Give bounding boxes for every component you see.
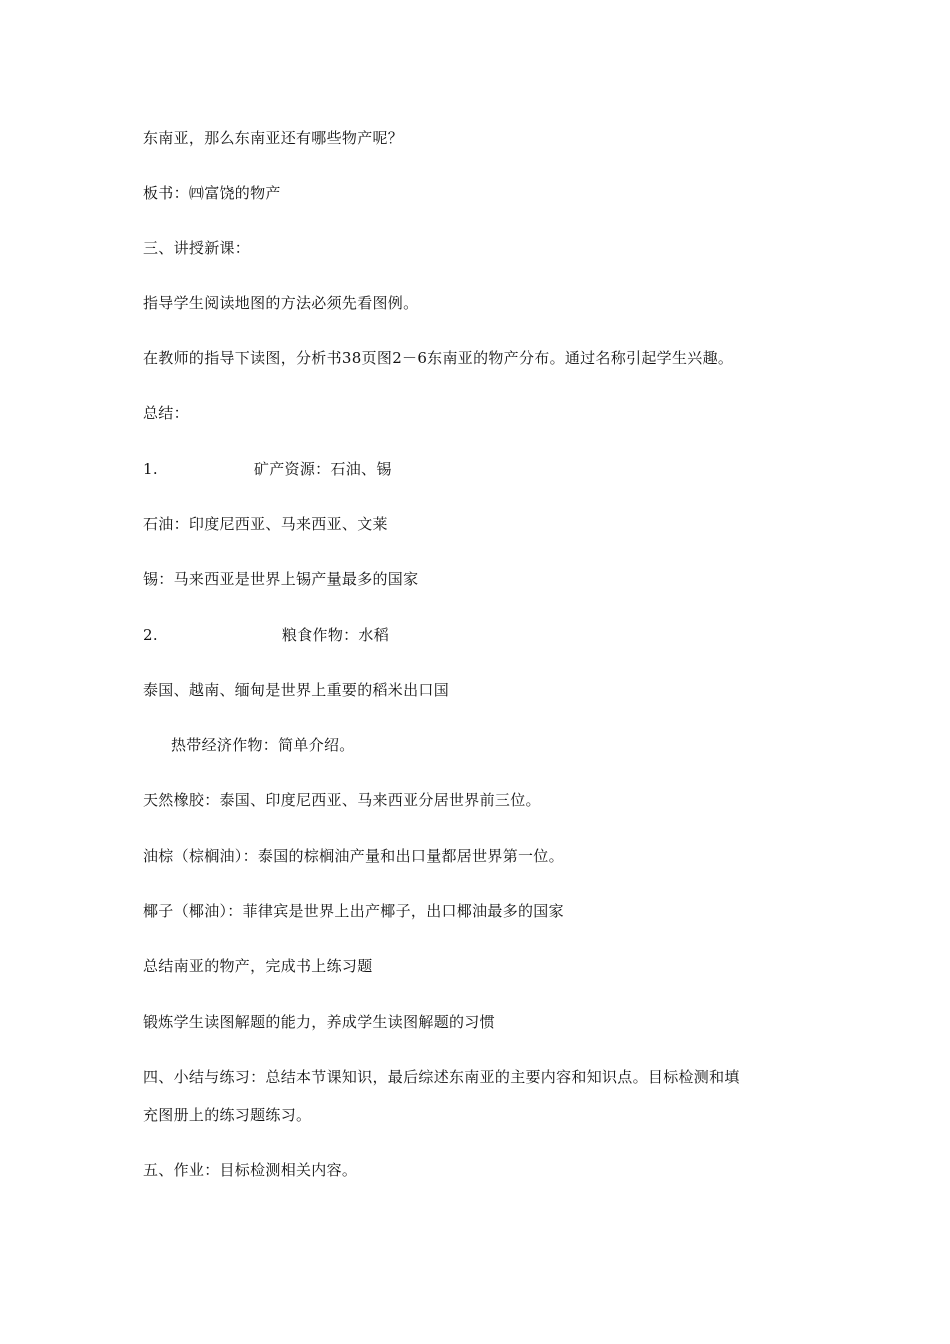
paragraph-rice-exporters: 泰国、越南、缅甸是世界上重要的稻米出口国	[143, 681, 450, 699]
paragraph-skills: 锻炼学生读图解题的能力，养成学生读图解题的习惯	[143, 1013, 495, 1031]
paragraph-guided-reading: 在教师的指导下读图，分析书38页图2－6东南亚的物产分布。通过名称引起学生兴趣。	[143, 349, 734, 367]
list-item-text: 粮食作物：水稻	[281, 626, 390, 644]
paragraph-tropical-crops: 热带经济作物：简单介绍。	[171, 736, 355, 754]
paragraph-map-reading: 指导学生阅读地图的方法必须先看图例。	[143, 294, 419, 312]
paragraph-south-asia-summary: 总结南亚的物产，完成书上练习题	[143, 957, 373, 975]
section-heading-homework: 五、作业：目标检测相关内容。	[143, 1161, 358, 1179]
section-heading-summary-practice: 四、小结与练习：总结本节课知识，最后综述东南亚的主要内容和知识点。目标检测和填	[143, 1068, 740, 1086]
paragraph-rubber: 天然橡胶：泰国、印度尼西亚、马来西亚分居世界前三位。	[143, 791, 541, 809]
paragraph-board-writing: 板书：㈣富饶的物产	[143, 184, 281, 202]
paragraph-oil-palm: 油棕（棕榈油）：泰国的棕榈油产量和出口量都居世界第一位。	[143, 847, 564, 865]
list-item-text: 矿产资源：石油、锡	[253, 460, 392, 478]
paragraph-summary-label: 总结：	[143, 404, 189, 422]
list-item-number: 1.	[143, 460, 158, 478]
list-item-number: 2.	[143, 626, 158, 644]
paragraph-coconut: 椰子（椰油）：菲律宾是世界上出产椰子，出口椰油最多的国家	[143, 902, 564, 920]
list-item-food-crops	[143, 625, 389, 645]
paragraph-tin: 锡：马来西亚是世界上锡产量最多的国家	[143, 570, 419, 588]
section-heading-new-lesson: 三、讲授新课：	[143, 239, 251, 257]
list-item-mineral-resources	[143, 459, 392, 479]
paragraph-oil: 石油：印度尼西亚、马来西亚、文莱	[143, 515, 388, 533]
paragraph-intro-question: 东南亚，那么东南亚还有哪些物产呢？	[143, 129, 404, 147]
paragraph-summary-practice-cont: 充图册上的练习题练习。	[143, 1106, 312, 1124]
